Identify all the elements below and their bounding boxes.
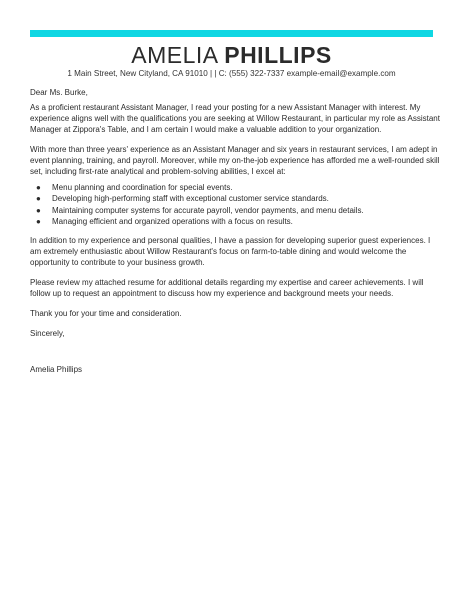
paragraph-passion: In addition to my experience and personal qualities, I have a passion for developing superior guest experiences. I am extremely enthusiastic about Willow Restaurant's focus on farm-to-table dining and would welcome the opportunity to contribute to your business growth. [30, 236, 431, 268]
last-name: PHILLIPS [224, 42, 332, 68]
bullet-icon: ● [36, 216, 41, 226]
closing: Sincerely, [30, 329, 65, 339]
first-name: AMELIA [131, 42, 218, 68]
paragraph-experience: With more than three years' experience as an Assistant Manager and six years in restaurant services, I am adept in event planning, training, and payroll. Moreover, while my on-the-job experience has afforded me a well-rounded skill set, including first-rate analytical and problem-solving abilities, I excel at: [30, 145, 440, 177]
skills-list [30, 182, 440, 227]
bullet-icon: ● [36, 183, 41, 193]
salutation: Dear Ms. Burke, [30, 88, 88, 97]
list-item-text: Developing high-performing staff with exceptional customer service standards. [52, 194, 329, 204]
thanks-line: Thank you for your time and consideration. [30, 309, 182, 319]
list-item [30, 216, 440, 227]
paragraph-intro: As a proficient restaurant Assistant Manager, I read your posting for a new Assistant Manager with interest. My experience aligns well with the qualifications you are seeking at Willow Restaurant, in particular my role as Assistant Manager at Zippora's Table, and I am certain I would make a valuable addition to your organization. [30, 103, 440, 135]
list-item [30, 182, 440, 193]
list-item-text: Maintaining computer systems for accurate payroll, vendor payments, and menu details. [52, 205, 364, 215]
bullet-icon: ● [36, 205, 41, 215]
paragraph-follow-up: Please review my attached resume for additional details regarding my expertise and career achievements. I will follow up to request an appointment to discuss how my experience and background meets your needs. [30, 278, 424, 299]
list-item-text: Managing efficient and organized operations with a focus on results. [52, 216, 293, 226]
contact-line: 1 Main Street, New Cityland, CA 91010 | | C: (555) 322-7337 example-email@example.com [67, 69, 396, 78]
bullet-icon: ● [36, 194, 41, 204]
list-item [30, 193, 440, 204]
list-item [30, 205, 440, 216]
signature: Amelia Phillips [30, 365, 83, 375]
header-accent-bar [30, 30, 433, 37]
list-item-text: Menu planning and coordination for special events. [52, 183, 233, 193]
letter-body [30, 87, 440, 384]
applicant-name [0, 42, 463, 69]
